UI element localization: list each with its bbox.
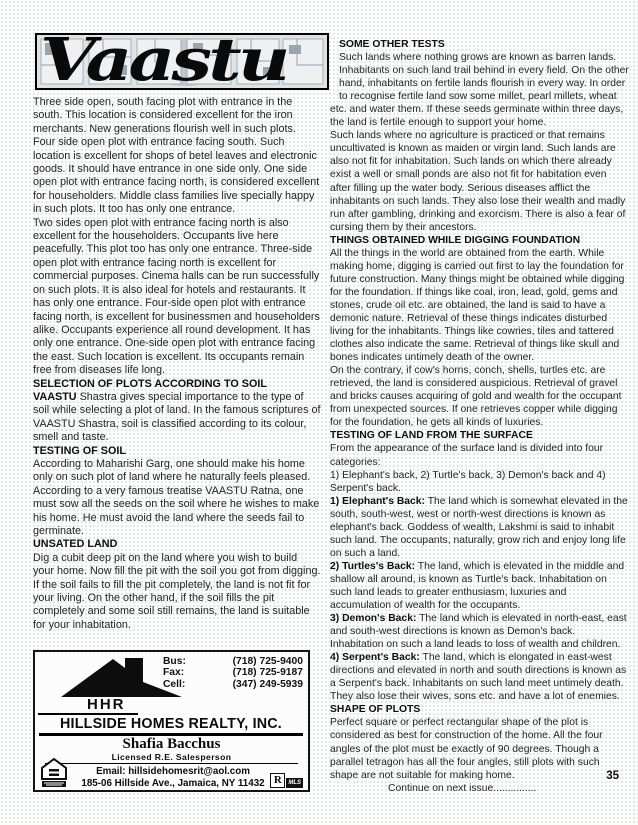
paragraph: Such lands where nothing grows are known as barren lands. Inhabitants on such land trail behind in every field. On the other hand, inhabitants on fertile lands flourish in every way. In order to recognise fertile land sow some millet, pearl millets, wheat etc. and water them. If these seeds germinate within three days, the land is fertile enough to support your home. [330,52,629,129]
masthead-logo [35,25,329,94]
phone-label: Fax: [163,667,185,679]
paragraph: On the contrary, if cow's horns, conch, shells, turtles etc. are retrieved, the land is considered auspicious. Retrieval of gravel and bricks causes acquiring of gold and wealth for the occupant from unexpected sources. If one retrieves copper while digging for the foundation, he gets all kinds of luxuries. [330,365,622,429]
section-heading: SELECTION OF PLOTS ACCORDING TO SOIL [33,377,267,390]
ad-email: Email: hillsidehomesrit@aol.com [96,766,250,777]
left-column [33,96,321,632]
paragraph: Perfect square or perfect rectangular shape of the plot is considered as best for construction of the home. All the four angles of the plot must be exactly of 90 degrees. Though a parallel tetragon has all the four angles, still plots with such shape are not suitable for making home. [330,717,603,781]
paragraph [330,560,629,612]
phone-number: (718) 725-9400 [232,656,303,667]
paragraph-text: The land, which is elevated in the middle and shallow all around, is known as Turtle's back. Inhabitation on such land leads to greater enthusiasm, luxuries and accumulation of wealth for the occupants. [330,560,625,612]
realtor-r-mark: R [270,773,285,788]
page-number: 35 [606,769,619,782]
section-heading: UNSATED LAND [33,538,118,551]
paragraph [33,391,321,445]
paragraph: Such lands where no agriculture is practiced or that remains uncultivated is known as maiden or virgin land. Such lands are also not fit for inhabitation. Such lands on which there already exist a well or small ponds are also not fit for habitation even after filling up the water body. Serious diseases afflict the inhabitants on such lands. They also lose their wealth and madly run after gambling, drinking and exorcism. There is also a fear of cursing them by their ancestors. [330,130,626,233]
ad-phone-list [163,656,303,690]
section-heading: TESTING OF SOIL [33,444,126,457]
ad-address: 185-06 Hillside Ave., Jamaica, NY 11432 [81,778,265,789]
paragraph: From the appearance of the surface land is divided into four categories: [330,443,604,468]
paragraph-text: The land which is somewhat elevated in the south, south-west, west or north-west directions is known as elephant's back. Goddess of wealth, Lakshmi is said to inhabit such land. The occupants, naturally, grow rich and enjoy long life on such a land. [330,495,628,559]
paragraph-text: The land which is elevated in north-east, east and south-west directions is known as Demon's back. Inhabitation on such a land leads to loss of wealth and children. [330,613,627,651]
right-column [330,38,629,795]
bold-lead: 2) Turtles's Back: [330,560,416,572]
phone-row [163,667,303,678]
divider [45,763,298,764]
paragraph: Three side open, south facing plot with entrance in the south. This location is considered excellent for the iron merchants. New generations flourish well in such plots. [33,96,296,135]
paragraph [330,495,629,560]
realtor-mls-icon [270,770,303,788]
paragraph-text: The land, which is elongated in east-west directions and elevated in north and south directions is known as a Serpent's back. Inhabitants on such land meet untimely death. They also lose their wives, sons etc. and have a lot of enemies. [330,652,627,703]
company-initials: HHR [87,696,126,713]
bold-lead: 3) Demon's Back: [330,613,417,625]
logo-wrap-spacer [330,38,339,91]
phone-label: Bus: [163,656,186,667]
phone-row [163,656,303,667]
bold-lead: VAASTU [33,390,77,403]
section-heading: SOME OTHER TESTS [339,39,445,50]
bold-lead: 1) Elephant's Back: [330,495,426,507]
paragraph: Four side open plot with entrance facing south. Such location is excellent for shops of betel leaves and electronic goods. It should have entrance in one side only. One side open plot with entrance facing north, is considered excellent for householders. Middle class families live specially happy in such plots. It too has only one entrance. [33,136,320,216]
realty-ad [33,650,310,792]
paragraph [330,612,629,651]
phone-label: Cell: [163,678,186,690]
agent-name: Shafia Bacchus [122,736,221,752]
phone-number: (347) 249-5939 [232,678,303,690]
paragraph: Two sides open plot with entrance facing north is also excellent for the householders. Occupants live here peacefully. This plot too has only one entrance. Three-side open plot with entrance facing north is excellent for commercial purposes. Cinema halls can be run successfully on such plots. It is also ideal for hotels and restaurants. It has only one entrance. Four-side open plot with entrance facing north, is excellent for businessmen and householders alike. Occupants experience all round development. It has only one entrance. One-side open plot with entrance facing the east. Such location is excellent. Its occupants remain free from diseases life long. [33,216,320,377]
section-heading: SHAPE OF PLOTS [330,704,421,716]
phone-number: (718) 725-9187 [232,667,303,679]
bold-lead: 4) Serpent's Back: [330,652,420,664]
continue-note: Continue on next issue............... [388,782,537,794]
paragraph-text: Shastra gives special importance to the type of soil while selecting a plot of land. In the famous scriptures of VAASTU Shastra, soil is classified according to its colour, smell and taste. [33,390,321,444]
agent-title: Licensed R.E. Salesperson [111,752,232,762]
paragraph: Dig a cubit deep pit on the land where you wish to build your home. Now fill the pit with the soil you got from digging. If the soil fails to fill the pit completely, the land is not fit for your living. On the other hand, if the soil fills the pit completely and some soil still remains, the land is suitable for your inhabitation. [33,551,321,631]
mls-tag: MLS [288,780,301,786]
divider [38,713,138,715]
paragraph: 1) Elephant's back, 2) Turtle's back, 3) Demon's back and 4) Serpent's back. [330,469,606,494]
paragraph [330,651,629,703]
section-heading: THINGS OBTAINED WHILE DIGGING FOUNDATION [330,234,581,246]
company-name: HILLSIDE HOMES REALTY, INC. [39,716,303,736]
equal-housing-icon [41,758,67,788]
masthead-title: Vaastu [40,25,287,94]
phone-row [163,679,303,690]
paragraph: All the things in the world are obtained from the earth. While making home, digging is carried out first to lay the foundation for future construction. Many things might be obtained while digging for the foundation. If things like coal, iron, lead, gold, gems and stones, crude oil etc. are obtained, the land is said to have a demonic nature. Retrieval of these things indicates disturbed living for the inhabitants. Things like cowries, tiles and tattered clothes also indicate the same. Retrieval of things like skull and bones indicates untimely death of the owner. [330,247,625,364]
section-heading: TESTING OF LAND FROM THE SURFACE [330,430,533,442]
paragraph: According to Maharishi Garg, one should make his home only on such plot of land where he naturally feels pleased. According to a very famous treatise VAASTU Ratna, one must sow all the seeds on the soil where he wishes to make his home. He must avoid the land where the seeds fail to germinate. [33,457,320,537]
page-footer [330,769,629,795]
